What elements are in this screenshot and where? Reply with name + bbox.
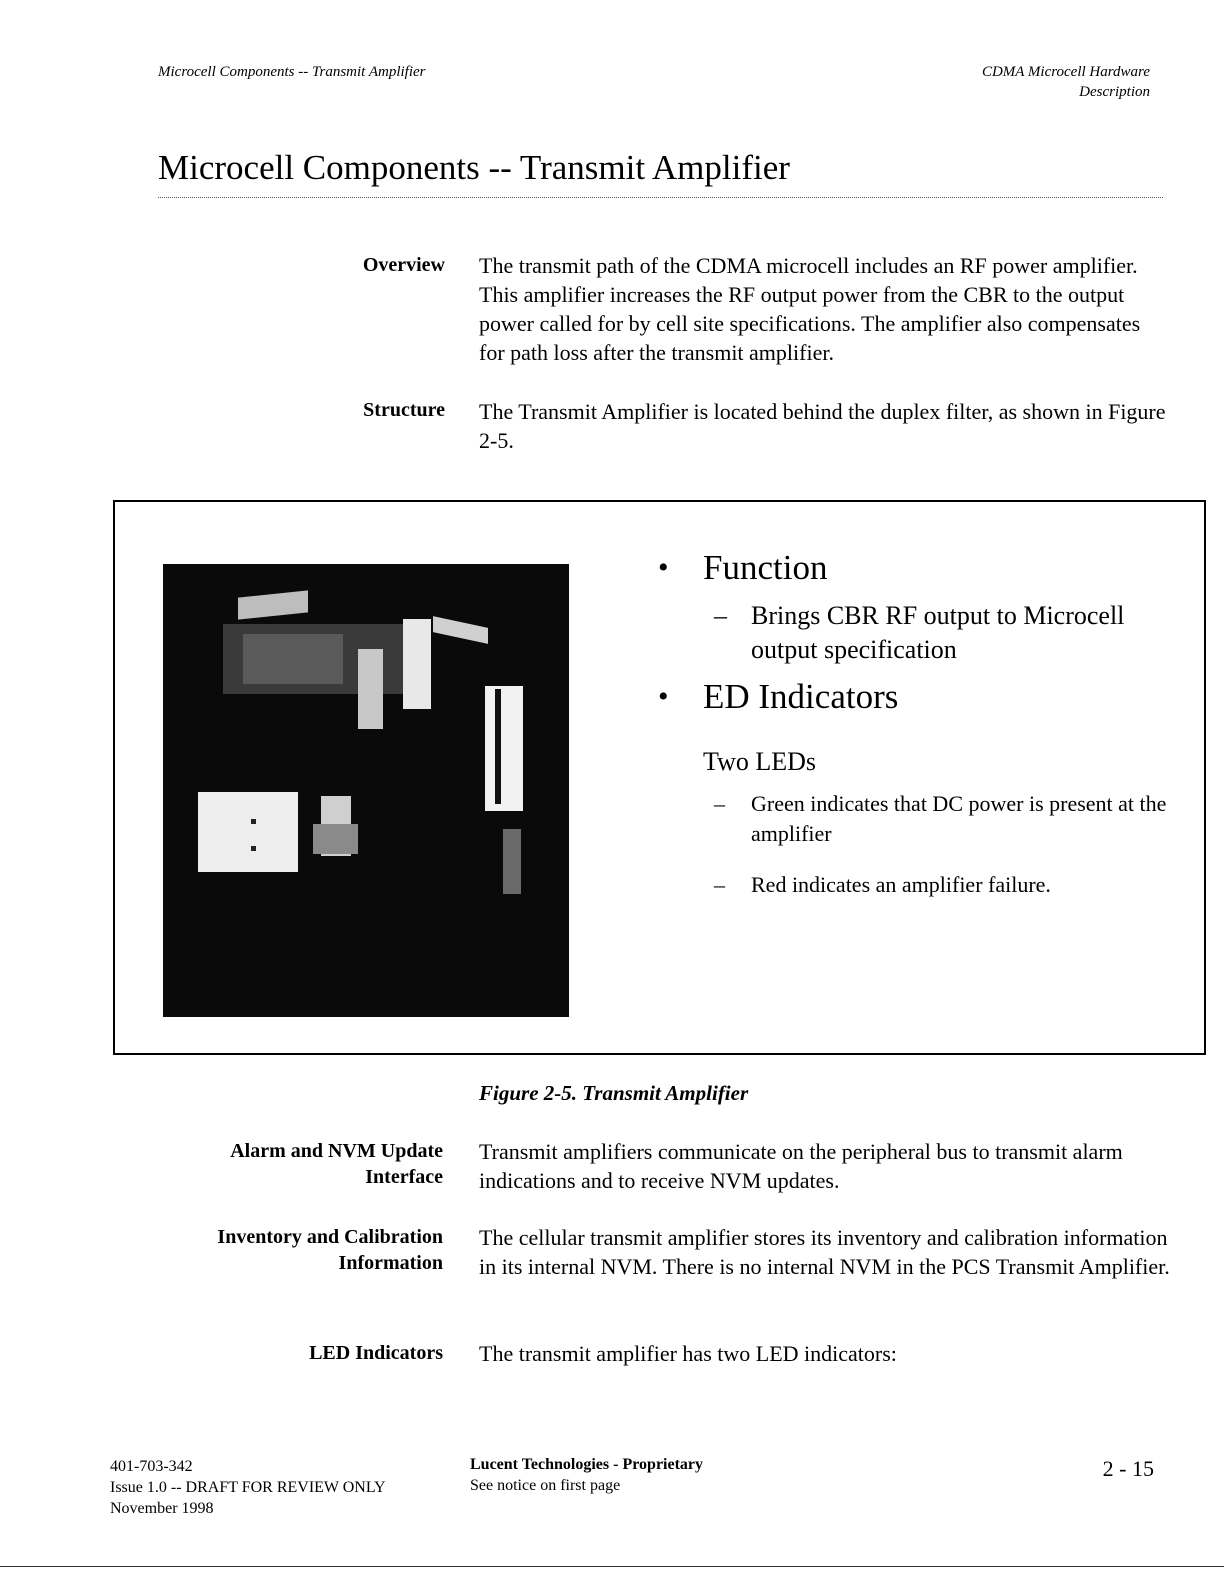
structure-label: Structure (363, 399, 445, 421)
photo-cover (433, 616, 488, 644)
running-header-right-line2: Description (1079, 84, 1150, 100)
overview-label: Overview (362, 254, 445, 276)
footer-left (110, 1456, 386, 1519)
figure-function-detail-text: Brings CBR RF output to Microcell output specification (751, 601, 1125, 664)
title-divider (158, 197, 1163, 198)
figure-bullet-indicators-text: ED Indicators (703, 677, 899, 716)
footer-date: November 1998 (110, 1500, 214, 1517)
structure-text (479, 397, 1169, 455)
figure-bullet-function-text: Function (703, 548, 828, 587)
figure-caption: Figure 2-5. Transmit Amplifier (479, 1081, 749, 1105)
footer-center (470, 1454, 703, 1496)
figure-subhead-two-leds: Two LEDs (703, 747, 817, 776)
led-label: LED Indicators (309, 1342, 443, 1364)
photo-panel (403, 619, 431, 709)
photo-bracket (358, 649, 383, 729)
photo-filter-unit (198, 792, 298, 872)
inventory-label-line1: Inventory and Calibration (217, 1226, 443, 1248)
photo-amplifier-module (485, 686, 523, 811)
dash-glyph: – (714, 872, 725, 897)
photo-connector-shadow (313, 824, 358, 854)
figure-led-green-text: Green indicates that DC power is present at the amplifier (751, 791, 1167, 846)
bottom-divider (0, 1566, 1224, 1567)
transmit-amplifier-photo (163, 564, 569, 1017)
inventory-label (143, 1224, 443, 1276)
dash-glyph: – (714, 601, 727, 630)
structure-paragraph: The Transmit Amplifier is located behind the duplex filter, as shown in Figure 2-5. (479, 399, 1166, 453)
page-title: Microcell Components -- Transmit Amplifier (158, 148, 790, 187)
figure-led-red (714, 870, 1191, 900)
photo-screw-1 (251, 819, 256, 824)
photo-cable (503, 829, 521, 894)
photo-highlight (238, 590, 308, 619)
alarm-paragraph: Transmit amplifiers communicate on the peripheral bus to transmit alarm indications and to receive NVM updates. (479, 1139, 1123, 1193)
alarm-label-line2: Interface (365, 1166, 443, 1188)
footer-page-number: 2 - 15 (1102, 1456, 1154, 1481)
figure-bullet-indicators (658, 677, 899, 717)
photo-module-slot (495, 689, 501, 804)
inventory-label-line2: Information (338, 1252, 443, 1274)
running-header-right-line1: CDMA Microcell Hardware (981, 64, 1150, 80)
footer-doc-number: 401-703-342 (110, 1458, 193, 1475)
figure-bullet-function (658, 548, 828, 588)
running-header-left: Microcell Components -- Transmit Amplifier (158, 64, 426, 80)
running-header-right (982, 62, 1150, 102)
bullet-glyph: • (658, 551, 669, 584)
led-paragraph: The transmit amplifier has two LED indicators: (479, 1341, 897, 1366)
bullet-glyph: • (658, 680, 669, 713)
inventory-paragraph: The cellular transmit amplifier stores its inventory and calibration information in its internal NVM. There is no internal NVM in the PCS Transmit Amplifier. (479, 1225, 1170, 1279)
led-text (479, 1339, 1169, 1368)
alarm-label-line1: Alarm and NVM Update (230, 1140, 443, 1162)
overview-paragraph: The transmit path of the CDMA microcell includes an RF power amplifier. This amplifier increases the RF output power from the CBR to the output power called for by cell site specifications. The amplifier also compensates for path loss after the transmit amplifier. (479, 253, 1141, 365)
footer-notice: See notice on first page (470, 1477, 621, 1494)
figure-led-green (714, 789, 1191, 849)
alarm-text (479, 1137, 1169, 1195)
figure-led-red-text: Red indicates an amplifier failure. (751, 872, 1051, 897)
figure-function-detail (714, 599, 1191, 667)
photo-screw-2 (251, 846, 256, 851)
footer-issue: Issue 1.0 -- DRAFT FOR REVIEW ONLY (110, 1479, 386, 1496)
inventory-text (479, 1223, 1179, 1281)
footer-company: Lucent Technologies - Proprietary (470, 1456, 704, 1473)
alarm-label (143, 1138, 443, 1190)
photo-midtone (243, 634, 343, 684)
dash-glyph: – (714, 791, 725, 816)
overview-text (479, 251, 1169, 367)
